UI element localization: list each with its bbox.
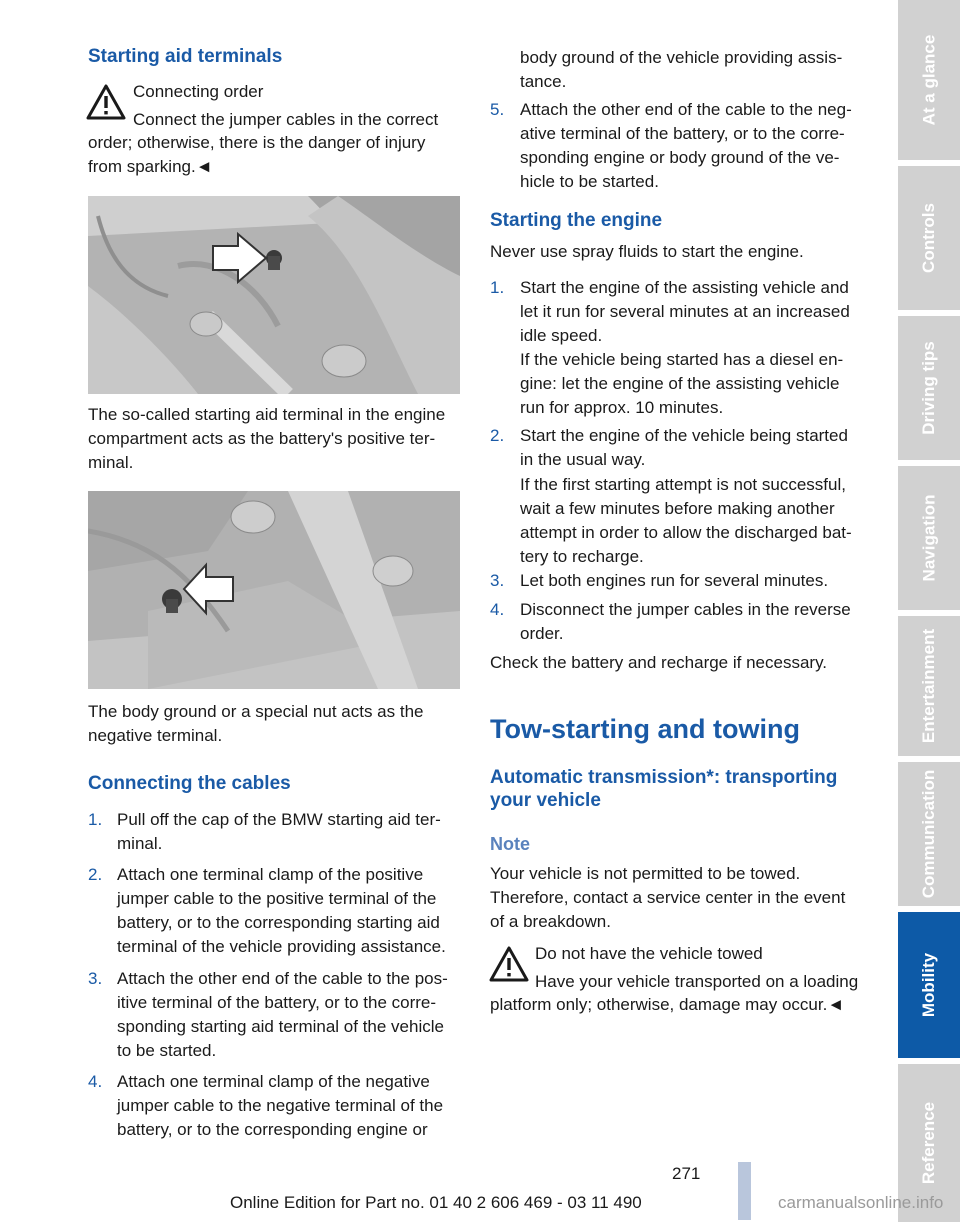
caption-text: minal. <box>88 453 134 472</box>
warning-title: Do not have the vehicle towed <box>535 944 763 963</box>
heading-connecting-cables: Connecting the cables <box>88 773 291 794</box>
list-item-note: If the vehicle being started has a diesel en- gine: let the engine of the assisting vehicle run for approx. 10 minutes. <box>520 350 844 417</box>
list-item: Start the engine of the assisting vehicle and let it run for several minutes at an increased idle speed. <box>520 278 850 345</box>
step-number: 4. <box>88 1072 103 1091</box>
caption-text: The so-called starting aid terminal in the engine <box>88 405 446 424</box>
caption-text: compartment acts as the battery's positive ter- <box>88 429 436 448</box>
body-text: Check the battery and recharge if necessary. <box>490 653 828 672</box>
caption-text: The body ground or a special nut acts as the <box>88 702 424 721</box>
heading-starting-aid-terminals: Starting aid terminals <box>88 46 283 67</box>
heading-note: Note <box>490 834 530 854</box>
body-text: Therefore, contact a service center in the event <box>490 888 846 907</box>
list-item: Let both engines run for several minutes. <box>520 571 829 590</box>
tab-controls[interactable]: Controls <box>898 166 960 310</box>
step-number: 4. <box>490 600 505 619</box>
tab-reference[interactable]: Reference <box>898 1064 960 1222</box>
warning-text: platform only; otherwise, damage may occur.◄ <box>490 995 845 1014</box>
caption-text: negative terminal. <box>88 726 223 745</box>
list-item-note: If the first starting attempt is not successful, wait a few minutes before making another attempt in order to allow the discharged bat- tery to recharge. <box>520 475 852 566</box>
list-item: Pull off the cap of the BMW starting aid ter- minal. <box>117 810 441 853</box>
heading-tow-starting: Tow-starting and towing <box>490 714 800 744</box>
step-number: 2. <box>490 426 505 445</box>
warning-triangle-icon <box>489 946 529 982</box>
warning-text: order; otherwise, there is the danger of injury <box>88 133 426 152</box>
heading-automatic-transmission: Automatic transmission*: transporting <box>490 767 838 788</box>
step-number: 3. <box>490 571 505 590</box>
step-number: 1. <box>88 810 103 829</box>
body-text: of a breakdown. <box>490 912 611 931</box>
tab-communication[interactable]: Communication <box>898 762 960 906</box>
list-item: Attach one terminal clamp of the negative jumper cable to the negative terminal of the battery, or to the corresponding engine or <box>117 1072 444 1139</box>
body-text: Your vehicle is not permitted to be towed. <box>490 864 801 883</box>
warning-title: Connecting order <box>133 82 264 101</box>
page-number: 271 <box>672 1164 701 1183</box>
warning-text: Have your vehicle transported on a loading <box>535 972 859 991</box>
list-item: Attach the other end of the cable to the pos- itive terminal of the battery, or to the corre- sponding starting aid terminal of the vehicle to be started. <box>117 969 448 1060</box>
step-number: 1. <box>490 278 505 297</box>
step-number: 5. <box>490 100 505 119</box>
tab-mobility[interactable]: Mobility <box>898 912 960 1058</box>
step-number: 2. <box>88 865 103 884</box>
tab-navigation[interactable]: Navigation <box>898 466 960 610</box>
engine-photo-positive-terminal <box>88 196 460 394</box>
chapter-tabs <box>898 0 960 1222</box>
warning-text: from sparking.◄ <box>88 157 213 176</box>
page-marker-bar <box>738 1162 751 1220</box>
footer-watermark: carmanualsonline.info <box>778 1193 944 1212</box>
list-item: Disconnect the jumper cables in the reverse order. <box>520 600 851 643</box>
tab-at-a-glance[interactable]: At a glance <box>898 0 960 160</box>
heading-starting-engine: Starting the engine <box>490 210 663 231</box>
list-item: Attach the other end of the cable to the neg- ative terminal of the battery, or to the corre- sponding engine or body ground of the ve- hicle to be started. <box>520 100 852 191</box>
step-number: 3. <box>88 969 103 988</box>
engine-photo-negative-terminal <box>88 491 460 689</box>
list-item: Attach one terminal clamp of the positive jumper cable to the positive terminal of the battery, or to the corresponding starting aid terminal of the vehicle providing assistance. <box>117 865 446 956</box>
list-item: Start the engine of the vehicle being started in the usual way. <box>520 426 848 469</box>
warning-text: Connect the jumper cables in the correct <box>133 110 439 129</box>
warning-triangle-icon <box>86 84 126 120</box>
list-item-continued: body ground of the vehicle providing assis- tance. <box>520 48 843 91</box>
tab-driving-tips[interactable]: Driving tips <box>898 316 960 460</box>
tab-entertainment[interactable]: Entertainment <box>898 616 960 756</box>
body-text: Never use spray fluids to start the engine. <box>490 242 804 261</box>
footer-edition: Online Edition for Part no. 01 40 2 606 469 - 03 11 490 <box>230 1193 642 1212</box>
heading-automatic-transmission: your vehicle <box>490 790 601 811</box>
